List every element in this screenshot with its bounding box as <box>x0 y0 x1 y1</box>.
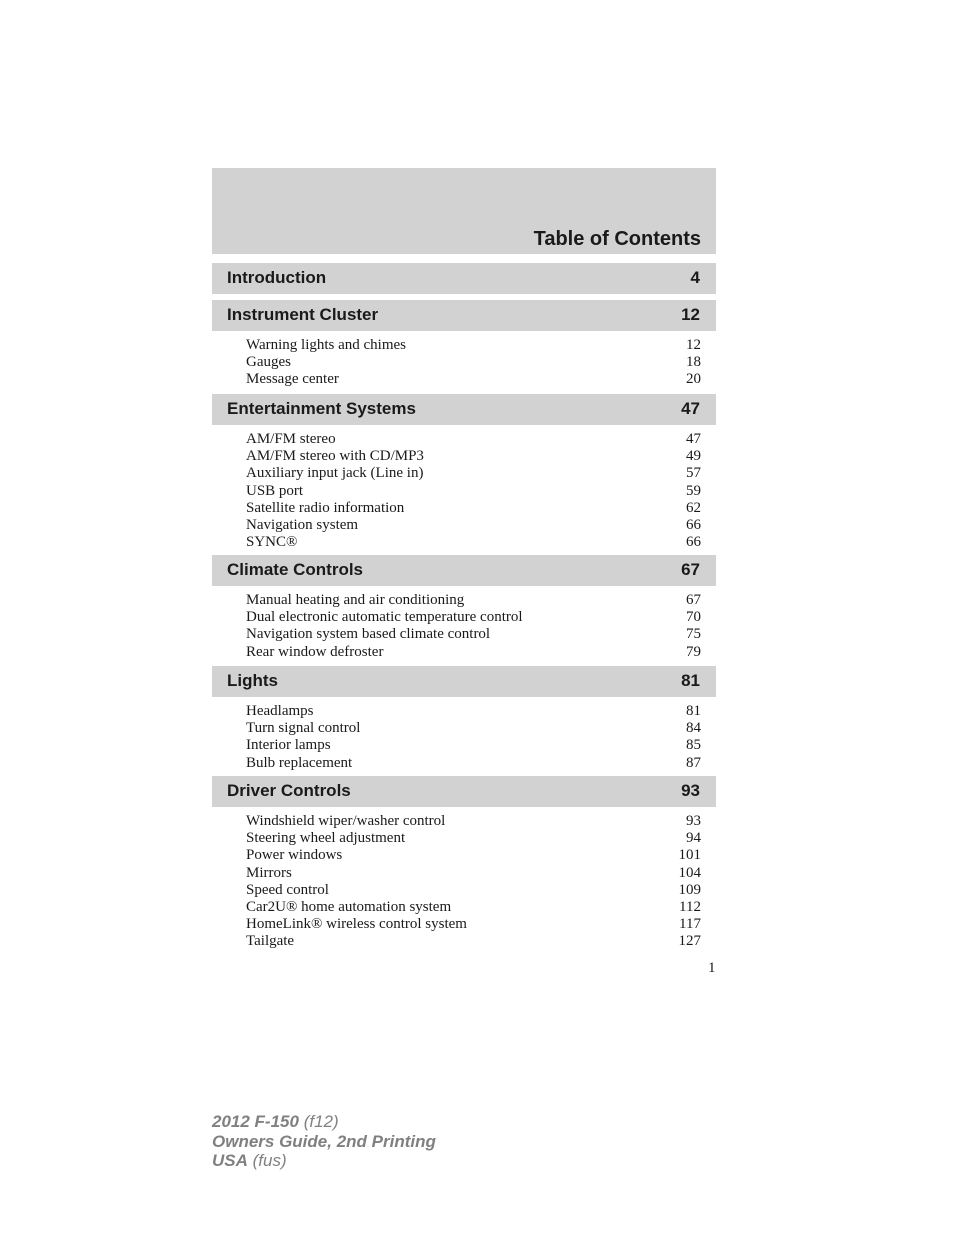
section-instrument-cluster[interactable] <box>212 300 716 331</box>
toc-entry[interactable] <box>246 500 701 517</box>
entry-page: 84 <box>686 720 701 737</box>
entry-label: Satellite radio information <box>246 499 405 516</box>
entry-label: AM/FM stereo <box>246 431 336 447</box>
toc-entry[interactable] <box>246 483 701 500</box>
entry-label: Speed control <box>246 881 329 898</box>
section-label: Climate Controls <box>227 560 364 579</box>
entry-label: Bulb replacement <box>246 754 353 771</box>
entry-label: Manual heating and air conditioning <box>246 592 465 608</box>
entry-page: 112 <box>679 898 701 915</box>
page-number: 1 <box>708 960 716 976</box>
entries-entertainment-systems <box>246 431 701 551</box>
entry-label: Message center <box>246 371 339 388</box>
entry-page: 93 <box>686 813 701 829</box>
entry-label: SYNC® <box>246 534 298 551</box>
toc-entry[interactable] <box>246 813 701 830</box>
toc-entry[interactable] <box>246 916 701 933</box>
section-lights[interactable] <box>212 666 716 697</box>
entry-label: Car2U® home automation system <box>246 898 452 915</box>
entry-label: Power windows <box>246 847 343 864</box>
section-page: 47 <box>681 399 700 418</box>
toc-entry[interactable] <box>246 865 701 882</box>
section-entertainment-systems[interactable] <box>212 394 716 425</box>
toc-entry[interactable] <box>246 534 701 551</box>
entry-page: 87 <box>686 754 701 771</box>
section-page: 81 <box>681 671 700 690</box>
section-climate-controls[interactable] <box>212 555 716 586</box>
footer-model-code: (f12) <box>303 1112 339 1131</box>
toc-entry[interactable] <box>246 755 701 772</box>
entry-page: 62 <box>686 499 701 516</box>
toc-entry[interactable] <box>246 592 701 609</box>
section-page: 4 <box>690 268 700 287</box>
entry-label: USB port <box>246 482 304 499</box>
toc-entry[interactable] <box>246 933 701 950</box>
entry-page: 12 <box>686 337 701 353</box>
entry-page: 101 <box>678 847 701 864</box>
toc-entry[interactable] <box>246 371 701 388</box>
footer-market: USA <box>212 1151 248 1170</box>
entries-instrument-cluster <box>246 337 701 389</box>
entries-driver-controls <box>246 813 701 951</box>
toc-entry[interactable] <box>246 882 701 899</box>
section-page: 93 <box>681 781 700 800</box>
section-label: Lights <box>227 671 278 690</box>
entry-page: 70 <box>686 609 701 626</box>
section-label: Entertainment Systems <box>227 399 416 418</box>
entry-label: Warning lights and chimes <box>246 337 407 353</box>
toc-entry[interactable] <box>246 830 701 847</box>
entry-label: Interior lamps <box>246 737 331 754</box>
entry-page: 104 <box>678 864 701 881</box>
page-title: Table of Contents <box>533 228 701 250</box>
toc-entry[interactable] <box>246 847 701 864</box>
toc-entry[interactable] <box>246 720 701 737</box>
entry-page: 117 <box>679 916 701 933</box>
toc-entry[interactable] <box>246 517 701 534</box>
toc-entry[interactable] <box>246 337 701 354</box>
entry-label: Navigation system <box>246 516 359 533</box>
toc-entry[interactable] <box>246 354 701 371</box>
section-page: 12 <box>681 305 700 324</box>
entry-label: Windshield wiper/washer control <box>246 813 446 829</box>
toc-entry[interactable] <box>246 448 701 465</box>
entry-page: 94 <box>686 830 701 847</box>
entry-page: 18 <box>686 354 701 371</box>
entry-page: 49 <box>686 448 701 465</box>
entry-page: 75 <box>686 626 701 643</box>
section-label: Introduction <box>227 268 327 287</box>
entry-label: HomeLink® wireless control system <box>246 916 467 933</box>
entry-page: 67 <box>686 592 701 608</box>
entry-page: 59 <box>686 482 701 499</box>
entry-page: 47 <box>686 431 701 447</box>
entry-label: AM/FM stereo with CD/MP3 <box>246 448 424 465</box>
entry-page: 127 <box>678 933 701 950</box>
toc-entry[interactable] <box>246 899 701 916</box>
entry-page: 66 <box>686 516 701 533</box>
entry-page: 20 <box>686 371 701 388</box>
section-label: Instrument Cluster <box>227 305 379 324</box>
toc-entry[interactable] <box>246 465 701 482</box>
entry-page: 81 <box>686 703 701 719</box>
entry-page: 79 <box>686 643 701 660</box>
entry-page: 85 <box>686 737 701 754</box>
footer-line-market <box>212 1151 436 1171</box>
entry-label: Auxiliary input jack (Line in) <box>246 465 424 482</box>
entries-climate-controls <box>246 592 701 661</box>
section-page: 67 <box>681 560 700 579</box>
toc-entry[interactable] <box>246 626 701 643</box>
section-introduction[interactable] <box>212 263 716 294</box>
entry-page: 66 <box>686 534 701 551</box>
section-driver-controls[interactable] <box>212 776 716 807</box>
footer-line-model <box>212 1112 436 1132</box>
footer-line-guide <box>212 1132 436 1152</box>
toc-entry[interactable] <box>246 737 701 754</box>
footer-guide: Owners Guide, 2nd Printing <box>212 1131 436 1151</box>
entry-label: Steering wheel adjustment <box>246 830 406 847</box>
section-label: Driver Controls <box>227 781 351 800</box>
entry-label: Mirrors <box>246 864 292 881</box>
entry-label: Dual electronic automatic temperature control <box>246 609 523 626</box>
entry-label: Headlamps <box>246 703 314 719</box>
footer-market-code: (fus) <box>252 1151 287 1170</box>
footer-model: 2012 F-150 <box>212 1112 299 1131</box>
entry-label: Tailgate <box>246 933 295 950</box>
toc-header <box>212 168 716 254</box>
footer <box>212 1112 436 1171</box>
entry-label: Turn signal control <box>246 720 361 737</box>
toc-entry[interactable] <box>246 644 701 661</box>
entry-page: 57 <box>686 465 701 482</box>
toc-entry[interactable] <box>246 431 701 448</box>
entry-label: Gauges <box>246 354 291 371</box>
toc-entry[interactable] <box>246 703 701 720</box>
entry-label: Navigation system based climate control <box>246 626 491 643</box>
toc-entry[interactable] <box>246 609 701 626</box>
entry-page: 109 <box>678 881 701 898</box>
entry-label: Rear window defroster <box>246 643 384 660</box>
entries-lights <box>246 703 701 772</box>
